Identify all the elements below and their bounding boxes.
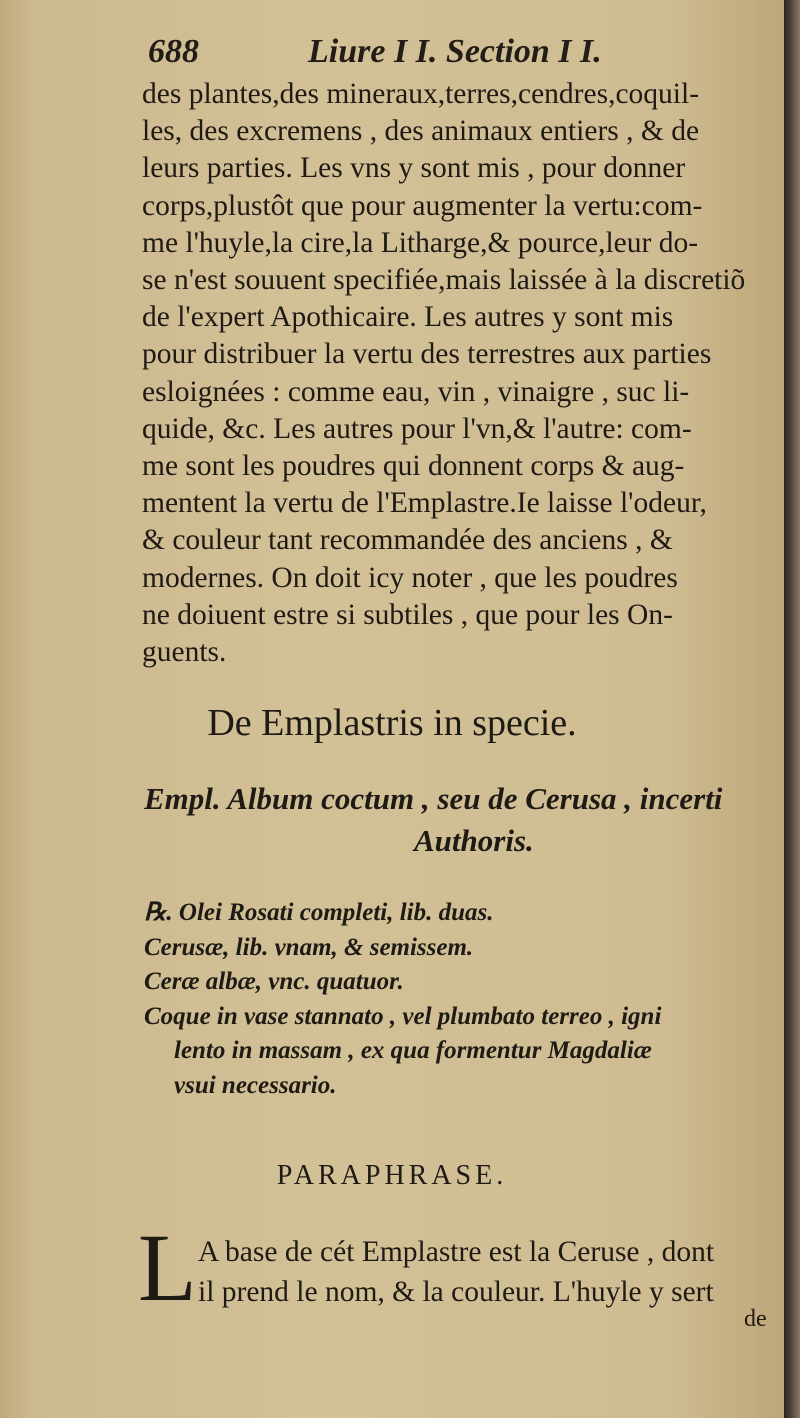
text-line: se n'est souuent specifiée,mais laissée à la discretiõ bbox=[142, 264, 746, 297]
ingredient-line: Coque in vase stannato , vel plumbato terreo , igni bbox=[144, 1002, 662, 1030]
text-line: de l'expert Apothicaire. Les autres y sont mis bbox=[142, 301, 674, 334]
recipe-title bbox=[144, 778, 784, 862]
text-line: modernes. On doit icy noter , que les poudres bbox=[142, 561, 678, 594]
catchword: de bbox=[744, 1306, 767, 1332]
ingredient-line: Cerusæ, lib. vnam, & semissem. bbox=[144, 933, 474, 961]
text-line: les, des excremens , des animaux entiers , & de bbox=[142, 115, 700, 148]
paraphrase-heading: PARAPHRASE. bbox=[276, 1160, 508, 1191]
text-line: quide, &c. Les autres pour l'vn,& l'autre: com- bbox=[142, 412, 692, 445]
paraphrase-paragraph bbox=[198, 1232, 784, 1312]
text-line: il prend le nom, & la couleur. L'huyle y sert bbox=[198, 1276, 714, 1308]
section-heading: De Emplastris in specie. bbox=[207, 702, 577, 744]
text-line: me l'huyle,la cire,la Litharge,& pource,leur do- bbox=[142, 226, 699, 259]
running-header bbox=[148, 30, 608, 74]
text-line: pour distribuer la vertu des terrestres aux parties bbox=[142, 338, 712, 371]
ingredient-line: ℞. Olei Rosati completi, lib. duas. bbox=[144, 899, 494, 926]
running-head: Liure I I. Section I I. bbox=[308, 33, 602, 70]
ingredient-line: lento in massam , ex qua formentur Magdaliæ bbox=[174, 1037, 652, 1064]
body-paragraph bbox=[142, 76, 778, 671]
text-line: esloignées : comme eau, vin , vinaigre , suc li- bbox=[142, 375, 690, 408]
ingredient-line: vsui necessario. bbox=[174, 1071, 337, 1099]
drop-cap: L bbox=[138, 1214, 197, 1321]
text-line: corps,plustôt que pour augmenter la vertu:com- bbox=[142, 189, 703, 222]
ingredient-list bbox=[144, 896, 784, 1103]
text-line: ne doiuent estre si subtiles , que pour les On- bbox=[142, 598, 673, 631]
text-line: A base de cét Emplastre est la Ceruse , dont bbox=[198, 1236, 715, 1268]
ingredient-line: Ceræ albæ, vnc. quatuor. bbox=[144, 968, 404, 995]
page-edge bbox=[784, 0, 800, 1418]
recipe-title-line: Authoris. bbox=[414, 823, 534, 858]
page-number: 688 bbox=[148, 33, 199, 70]
text-line: leurs parties. Les vns y sont mis , pour donner bbox=[142, 152, 686, 185]
text-line: & couleur tant recommandée des anciens , & bbox=[142, 524, 673, 557]
text-line: mentent la vertu de l'Emplastre.Ie laisse l'odeur, bbox=[142, 487, 707, 520]
text-line: guents. bbox=[142, 636, 227, 669]
text-line: me sont les poudres qui donnent corps & aug- bbox=[142, 450, 685, 483]
recipe-title-line: Empl. Album coctum , seu de Cerusa , incerti bbox=[144, 781, 723, 816]
text-line: des plantes,des mineraux,terres,cendres,coquil- bbox=[142, 78, 700, 110]
